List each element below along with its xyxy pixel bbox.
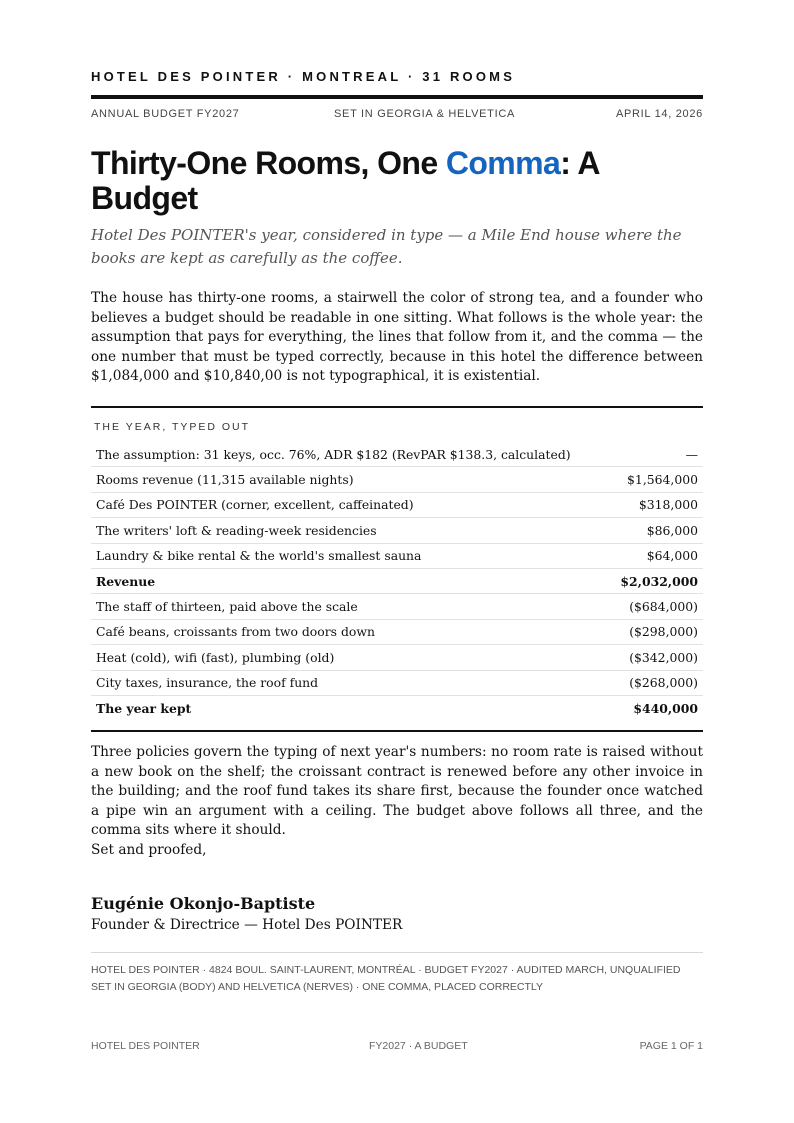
table-row <box>91 645 703 670</box>
row-label: The staff of thirteen, paid above the scale <box>91 594 609 619</box>
masthead: HOTEL DES POINTER · MONTREAL · 31 ROOMS <box>91 69 516 84</box>
footer-left: HOTEL DES POINTER <box>91 1040 200 1052</box>
page-number: PAGE 1 OF 1 <box>639 1040 703 1052</box>
table-row <box>91 594 703 619</box>
budget-table <box>91 442 703 720</box>
row-amount: ($298,000) <box>609 619 703 644</box>
row-label: Rooms revenue (11,315 available nights) <box>91 467 609 492</box>
colophon-line-1: HOTEL DES POINTER · 4824 BOUL. SAINT-LAURENT, MONTRÉAL · BUDGET FY2027 · AUDITED MARCH, UNQUALIFIED <box>91 964 681 976</box>
row-amount: $86,000 <box>609 518 703 543</box>
policies-paragraph: Three policies govern the typing of next year's numbers: no room rate is raised without a new book on the shelf; the croissant contract is renewed before any other invoice in the building; and the roof fund takes its share first, because the founder once watched a pipe win an argument with a ceiling. The budget above follows all three, and the comma sits where it should. <box>91 744 703 839</box>
meta-center: SET IN GEORGIA & HELVETICA <box>334 108 516 120</box>
colophon-rule <box>91 952 703 953</box>
table-caption: THE YEAR, TYPED OUT <box>94 421 251 433</box>
table-row <box>91 670 703 695</box>
signer-title: Founder & Directrice — Hotel Des POINTER <box>91 917 403 933</box>
row-label: Laundry & bike rental & the world's smallest sauna <box>91 543 609 568</box>
colophon-line-2: SET IN GEORGIA (BODY) AND HELVETICA (NERVES) · ONE COMMA, PLACED CORRECTLY <box>91 981 543 993</box>
colophon <box>91 962 703 996</box>
meta-left: ANNUAL BUDGET FY2027 <box>91 108 240 120</box>
row-label: The assumption: 31 keys, occ. 76%, ADR $182 (RevPAR $138.3, calculated) <box>91 442 609 467</box>
table-row <box>91 543 703 568</box>
meta-row <box>91 108 703 120</box>
row-label: Café beans, croissants from two doors down <box>91 619 609 644</box>
row-label: Heat (cold), wifi (fast), plumbing (old) <box>91 645 609 670</box>
row-amount: — <box>609 442 703 467</box>
row-label: City taxes, insurance, the roof fund <box>91 670 609 695</box>
budget-table-section <box>91 406 703 732</box>
title-part-2: : A Budget <box>91 145 599 216</box>
row-amount: $1,564,000 <box>609 467 703 492</box>
closing-line: Set and proofed, <box>91 842 207 858</box>
row-amount: ($684,000) <box>609 594 703 619</box>
footer-center: FY2027 · A BUDGET <box>369 1040 468 1052</box>
row-label: The writers' loft & reading-week residencies <box>91 518 609 543</box>
table-row <box>91 695 703 720</box>
table-row <box>91 619 703 644</box>
row-amount: $2,032,000 <box>609 568 703 593</box>
title-accent-word: Comma <box>445 145 561 181</box>
meta-date: APRIL 14, 2026 <box>615 108 703 120</box>
row-amount: $64,000 <box>609 543 703 568</box>
row-label: The year kept <box>96 700 192 716</box>
table-row <box>91 467 703 492</box>
table-row <box>91 568 703 593</box>
title-part-1: Thirty-One Rooms, One <box>91 145 446 181</box>
row-amount: $440,000 <box>633 700 698 716</box>
intro-paragraph: The house has thirty-one rooms, a stairwell the color of strong tea, and a founder who believes a budget should be readable in one sitting. What follows is the whole year: the assumption that pays for everything, the lines that follow from it, and the comma — the one number that must be typed correctly, because in this hotel the difference between $1,084,000 and $10,840,00 is not typographical, it is existential. <box>91 290 703 384</box>
row-label: Café Des POINTER (corner, excellent, caffeinated) <box>91 492 609 517</box>
row-label: Revenue <box>91 568 609 593</box>
row-amount: $318,000 <box>609 492 703 517</box>
table-row <box>91 518 703 543</box>
masthead-rule <box>91 95 703 99</box>
row-amount: ($342,000) <box>609 645 703 670</box>
page-title <box>91 146 703 216</box>
signer-name: Eugénie Okonjo-Baptiste <box>91 894 316 913</box>
table-row <box>91 442 703 467</box>
row-amount: ($268,000) <box>609 670 703 695</box>
subtitle: Hotel Des POINTER's year, considered in type — a Mile End house where the books are kept as carefully as the coffee. <box>91 226 682 267</box>
table-row <box>91 492 703 517</box>
